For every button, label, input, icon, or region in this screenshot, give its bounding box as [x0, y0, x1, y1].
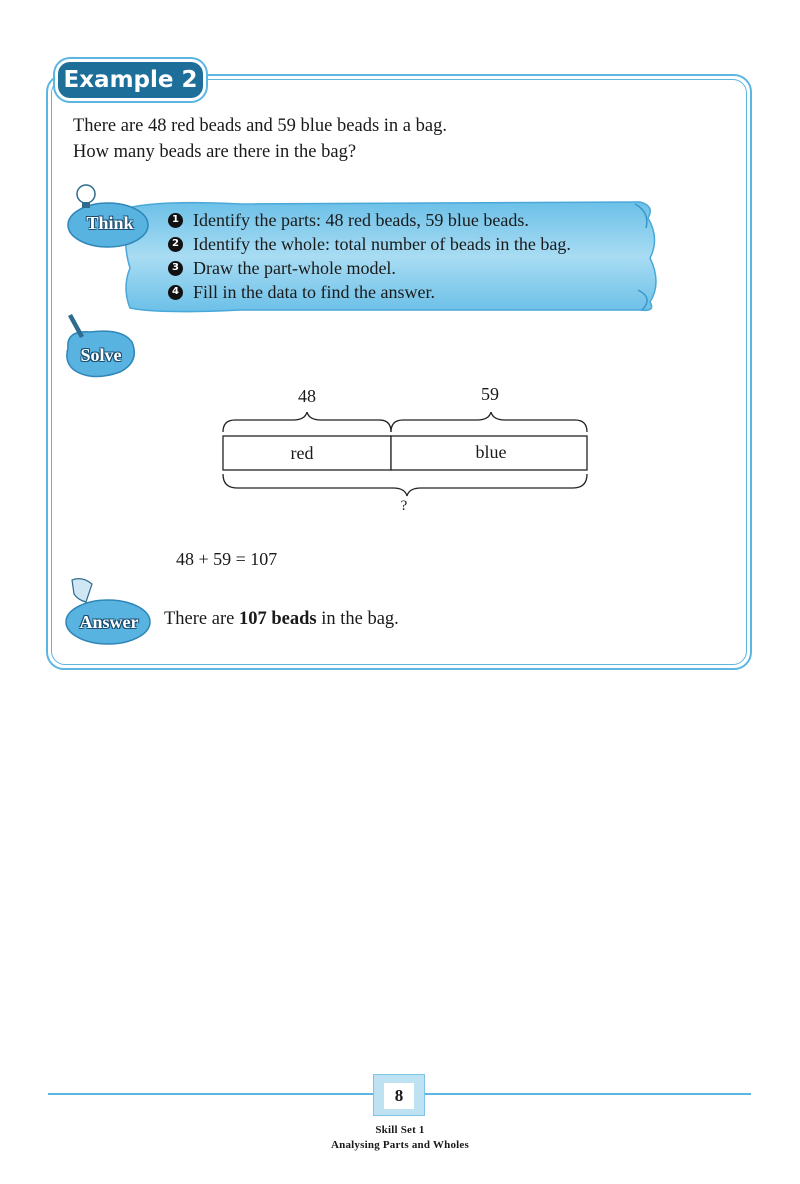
question-line-1: There are 48 red beads and 59 blue beads in a bag.	[73, 116, 447, 136]
answer-label: Answer	[79, 611, 139, 632]
part2-brace	[391, 412, 587, 432]
step-text: Identify the whole: total number of beads in the bag.	[193, 234, 571, 254]
step-number: 3	[168, 261, 183, 276]
part1-brace	[223, 412, 391, 432]
answer-text-bold: 107 beads	[238, 609, 317, 629]
step-number: 1	[168, 213, 183, 228]
whole-label: ?	[400, 498, 408, 514]
think-step	[168, 280, 571, 304]
part1-label: red	[290, 443, 314, 463]
think-step	[168, 208, 571, 232]
think-steps	[168, 208, 571, 304]
think-step	[168, 256, 571, 280]
whole-brace	[223, 474, 587, 496]
step-text: Identify the parts: 48 red beads, 59 blue beads.	[193, 210, 529, 230]
step-number: 2	[168, 237, 183, 252]
example-frame-inner	[51, 79, 747, 665]
step-text: Fill in the data to find the answer.	[193, 282, 435, 302]
part1-value: 48	[298, 386, 316, 406]
step-number: 4	[168, 285, 183, 300]
solve-label: Solve	[80, 344, 122, 365]
part2-value: 59	[481, 384, 499, 404]
page-number: 8	[384, 1083, 414, 1109]
think-label: Think	[86, 212, 134, 233]
equation: 48 + 59 = 107	[176, 549, 278, 569]
answer-sentence	[164, 609, 399, 630]
example-title: Example 2	[58, 62, 203, 98]
step-text: Draw the part-whole model.	[193, 258, 396, 278]
lightbulb-icon	[77, 185, 95, 203]
footer-skill-set: Skill Set 1	[375, 1124, 425, 1136]
part2-label: blue	[475, 442, 507, 462]
think-step	[168, 232, 571, 256]
answer-text-before: There are	[164, 609, 239, 629]
footer-subtitle: Analysing Parts and Wholes	[331, 1139, 469, 1151]
megaphone-icon	[72, 579, 92, 602]
question-line-2: How many beads are there in the bag?	[73, 142, 357, 162]
question	[73, 113, 447, 165]
answer-text-after: in the bag.	[316, 609, 399, 629]
